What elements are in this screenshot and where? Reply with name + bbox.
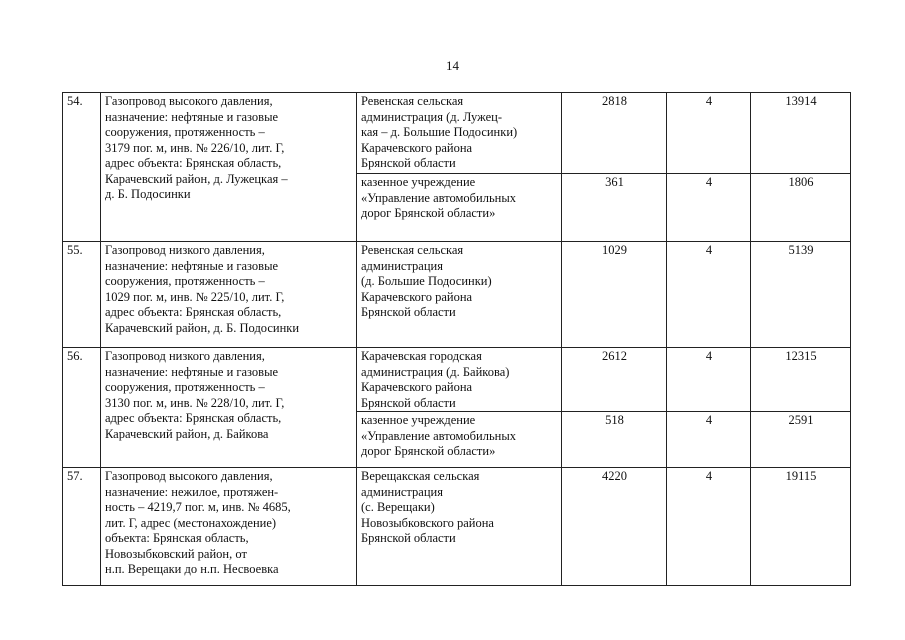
object-description-line: н.п. Верещаки до н.п. Несвоевка <box>105 562 279 576</box>
object-description-line: Газопровод высокого давления, <box>105 94 273 108</box>
object-description-line: ность – 4219,7 пог. м, инв. № 4685, <box>105 500 291 514</box>
length-cell: 1029 <box>562 242 667 348</box>
administration-cell-line: администрация (д. Лужец- <box>361 109 502 124</box>
administration-cell-line: Брянской области <box>361 395 456 410</box>
object-description-line: назначение: нефтяные и газовые <box>105 258 279 273</box>
administration-cell-line: администрация <box>361 484 443 499</box>
administration-cell-line: (д. Большие Подосинки) <box>361 274 492 288</box>
administration-cell-line: казенное учреждение <box>361 413 476 427</box>
value-a-cell: 4 <box>667 242 751 348</box>
administration-cell-line: кая – д. Большие Подосинки) <box>361 125 518 139</box>
row-number: 54. <box>63 93 101 242</box>
object-description <box>101 93 357 242</box>
length-cell: 361 <box>562 174 667 242</box>
administration-cell-line: казенное учреждение <box>361 175 476 189</box>
administration-cell-line: Ревенская сельская <box>361 243 464 257</box>
table-row <box>63 242 851 348</box>
object-description <box>101 468 357 586</box>
administration-cell-line: Карачевская городская <box>361 349 482 363</box>
object-description-line: сооружения, протяженность – <box>105 125 265 139</box>
property-table <box>62 92 851 586</box>
table-row <box>63 348 851 412</box>
length-cell: 4220 <box>562 468 667 586</box>
administration-cell <box>357 93 562 174</box>
object-description-line: Карачевский район, д. Б. Подосинки <box>105 320 300 335</box>
object-description <box>101 348 357 468</box>
object-description-line: Газопровод высокого давления, <box>105 469 273 483</box>
value-b-cell: 19115 <box>751 468 851 586</box>
object-description-line: Карачевский район, д. Байкова <box>105 426 269 441</box>
administration-cell-line: (с. Верещаки) <box>361 500 435 514</box>
object-description-line: адрес объекта: Брянская область, <box>105 411 282 425</box>
object-description-line: д. Б. Подосинки <box>105 187 191 201</box>
administration-cell-line: «Управление автомобильных <box>361 190 516 205</box>
administration-cell-line: Брянской области <box>361 531 456 545</box>
object-description-line: Газопровод низкого давления, <box>105 349 265 363</box>
row-number: 55. <box>63 242 101 348</box>
administration-cell-line: «Управление автомобильных <box>361 428 516 443</box>
value-a-cell: 4 <box>667 348 751 412</box>
object-description-line: 3130 пог. м, инв. № 228/10, лит. Г, <box>105 395 285 410</box>
object-description-line: 3179 пог. м, инв. № 226/10, лит. Г, <box>105 140 285 155</box>
object-description <box>101 242 357 348</box>
row-number: 56. <box>63 348 101 468</box>
administration-cell-line: администрация (д. Байкова) <box>361 364 510 379</box>
value-a-cell: 4 <box>667 174 751 242</box>
administration-cell <box>357 174 562 242</box>
object-description-line: назначение: нефтяные и газовые <box>105 364 279 379</box>
object-description-line: назначение: нежилое, протяжен- <box>105 484 279 499</box>
length-cell: 518 <box>562 412 667 468</box>
row-number: 57. <box>63 468 101 586</box>
administration-cell-line: Ревенская сельская <box>361 94 464 108</box>
administration-cell-line: дорог Брянской области» <box>361 206 496 220</box>
value-a-cell: 4 <box>667 93 751 174</box>
object-description-line: Карачевский район, д. Лужецкая – <box>105 171 288 186</box>
table-row <box>63 93 851 174</box>
object-description-line: адрес объекта: Брянская область, <box>105 156 282 170</box>
administration-cell-line: Карачевского района <box>361 289 473 304</box>
object-description-line: назначение: нефтяные и газовые <box>105 109 279 124</box>
administration-cell-line: Брянской области <box>361 156 456 170</box>
administration-cell <box>357 412 562 468</box>
administration-cell-line: Карачевского района <box>361 380 473 394</box>
table-row <box>63 468 851 586</box>
length-cell: 2818 <box>562 93 667 174</box>
page-number: 14 <box>446 58 459 73</box>
length-cell: 2612 <box>562 348 667 412</box>
value-b-cell: 5139 <box>751 242 851 348</box>
value-b-cell: 2591 <box>751 412 851 468</box>
value-a-cell: 4 <box>667 412 751 468</box>
object-description-line: объекта: Брянская область, <box>105 531 249 545</box>
value-b-cell: 1806 <box>751 174 851 242</box>
object-description-line: адрес объекта: Брянская область, <box>105 305 282 319</box>
administration-cell-line: дорог Брянской области» <box>361 444 496 458</box>
administration-cell-line: Карачевского района <box>361 140 473 155</box>
object-description-line: Новозыбковский район, от <box>105 546 247 561</box>
administration-cell <box>357 468 562 586</box>
administration-cell <box>357 348 562 412</box>
object-description-line: 1029 пог. м, инв. № 225/10, лит. Г, <box>105 289 285 304</box>
value-b-cell: 13914 <box>751 93 851 174</box>
administration-cell-line: Верещакская сельская <box>361 469 480 483</box>
object-description-line: лит. Г, адрес (местонахождение) <box>105 515 277 530</box>
object-description-line: сооружения, протяженность – <box>105 380 265 394</box>
administration-cell-line: Брянской области <box>361 305 456 319</box>
administration-cell <box>357 242 562 348</box>
administration-cell-line: Новозыбковского района <box>361 515 494 530</box>
administration-cell-line: администрация <box>361 258 443 273</box>
value-b-cell: 12315 <box>751 348 851 412</box>
object-description-line: сооружения, протяженность – <box>105 274 265 288</box>
object-description-line: Газопровод низкого давления, <box>105 243 265 257</box>
value-a-cell: 4 <box>667 468 751 586</box>
